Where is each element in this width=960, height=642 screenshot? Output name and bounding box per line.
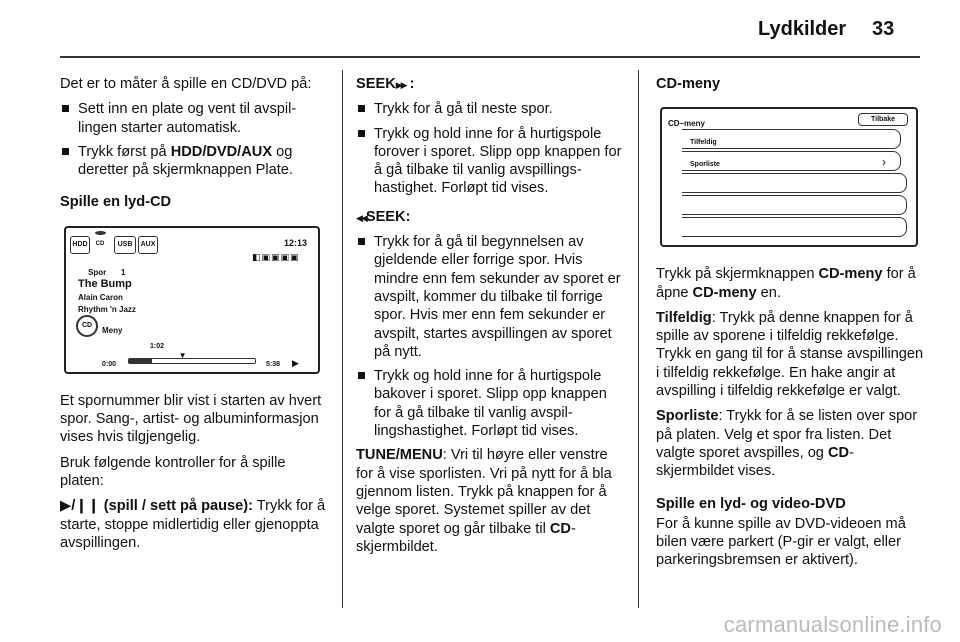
artist-name: Alain Caron (78, 292, 123, 302)
paragraph: TUNE/MENU: Vri til høyre eller venstre for å vise sporlisten. Vri på nytt for å bla gjennom listen. Trykk på knappen for å velge sporet. Systemet spiller av det valgte sporet og går tilbake til CD-skjermbildet. (356, 447, 612, 555)
hdd-button[interactable]: HDD (70, 236, 90, 254)
back-button[interactable]: Tilbake (858, 113, 908, 126)
menu-item-tracklist[interactable]: Sporliste › (682, 151, 901, 171)
paragraph: Et spornummer blir vist i starten av hvert spor. Sang-, artist- og albuminformasjon vises hvis tilgjengelig. (60, 392, 322, 446)
column-2 (356, 75, 626, 563)
aux-button[interactable]: AUX (138, 236, 158, 254)
song-title: The Bump (78, 277, 132, 290)
fast-forward-icon: ▶▶ (395, 80, 406, 90)
watermark: carmanualsonline.info (723, 612, 942, 637)
list-item: Trykk først på HDD/DVD/AUX og deretter på skjermknappen Plate. (60, 143, 328, 180)
column-divider-1 (342, 70, 343, 608)
page-title: Lydkilder (758, 18, 847, 40)
list-item: Trykk for å gå til begynnelsen av gjeldende eller forrige spor. Hvis mindre enn fem sekunder av sporet er avspilt, kommer du tilbake til forrige spor. Hvis mer enn fem sekunder er avspilt, startes avspillingen av sporet på nytt. (356, 233, 626, 361)
chevron-right-icon: › (882, 155, 886, 170)
progress-track[interactable] (128, 358, 256, 364)
paragraph: ▶/❙❙ (spill / sett på pause): Trykk for å starte, stoppe midlertidig eller gjenoppta avspillingen. (60, 498, 326, 551)
cd-menu-illustration (660, 107, 918, 247)
section-heading: Spille en lyd-CD (60, 194, 172, 211)
list-item: Trykk og hold inne for å hurtigspole bakover i sporet. Slipp opp knappen for å gå tilbake til vanlig avspillingshastighet. Forløpt tid vises. (356, 367, 626, 440)
page-header (0, 0, 960, 58)
cd-menu-button[interactable]: CD (76, 315, 98, 337)
progress-fill (129, 359, 152, 363)
usb-button[interactable]: USB (114, 236, 136, 254)
page-number: 33 (872, 18, 895, 40)
rewind-icon: ◀◀ (356, 212, 366, 223)
list-item: Trykk for å gå til neste spor. (356, 100, 626, 118)
track-label: Spor (88, 267, 107, 277)
column-1 (60, 75, 328, 559)
menu-item-empty[interactable] (682, 217, 907, 237)
album-name: Rhythm 'n Jazz (78, 304, 136, 314)
section-heading: CD-meny (656, 76, 721, 92)
menu-item-empty[interactable] (682, 173, 907, 193)
menu-item-empty[interactable] (682, 195, 907, 215)
menu-label: Meny (102, 325, 123, 335)
menu-item-random[interactable]: Tilfeldig (682, 129, 901, 149)
track-number: 1 (121, 267, 126, 277)
column-divider-2 (638, 70, 639, 608)
intro-text: Det er to måter å spille en CD/DVD på: (60, 76, 312, 92)
time-start: 0:00 (102, 360, 117, 368)
cd-source-button[interactable]: CD (91, 232, 109, 252)
header-rule (60, 56, 920, 58)
menu-title: CD–meny (668, 119, 705, 129)
playhead-marker: ▼ (178, 350, 187, 360)
column-3 (656, 75, 924, 577)
seek-forward-heading: SEEK▶▶ : (356, 76, 415, 92)
time-marker: 1:02 (150, 342, 165, 350)
play-icon[interactable]: ▶ (292, 357, 299, 368)
section-heading: Spille en lyd- og video-DVD (656, 495, 846, 512)
status-icons: ◧▣▣▣▣ (252, 251, 300, 262)
cd-screen-illustration (64, 226, 320, 374)
list-item: Sett inn en plate og vent til avspillingen starter automatisk. (60, 100, 328, 137)
paragraph: Sporliste: Trykk for å se listen over spor på platen. Velg et spor fra listen. Det valgte sporet avspilles, og CD-skjermbildet vises. (656, 408, 918, 480)
paragraph: Tilfeldig: Trykk på denne knappen for å spille av sporene i tilfeldig rekkefølge. Trykk en gang til for å stanse avspillingen i tilfeldig rekkefølge. En hake angir at avspilling i tilfeldig rekkefølge er valgt. (656, 309, 924, 400)
seek-back-heading: ◀◀SEEK: (356, 208, 411, 225)
paragraph: For å kunne spille av DVD-videoen må bilen være parkert (P-gir er valgt, eller parkeringsbremsen er aktivert). (656, 515, 906, 569)
clock: 12:13 (284, 237, 308, 248)
play-pause-icon: ▶/❙❙ (60, 498, 100, 515)
paragraph: Trykk på skjermknappen CD-meny for å åpne CD-meny en. (656, 266, 916, 301)
list-item: Trykk og hold inne for å hurtigspole forover i sporet. Slipp opp knappen for å gå tilbake til vanlig avspillingshastighet. Forløpt tid vises. (356, 125, 626, 198)
time-end: 5:38 (266, 360, 281, 368)
paragraph: Bruk følgende kontroller for å spille platen: (60, 454, 286, 489)
